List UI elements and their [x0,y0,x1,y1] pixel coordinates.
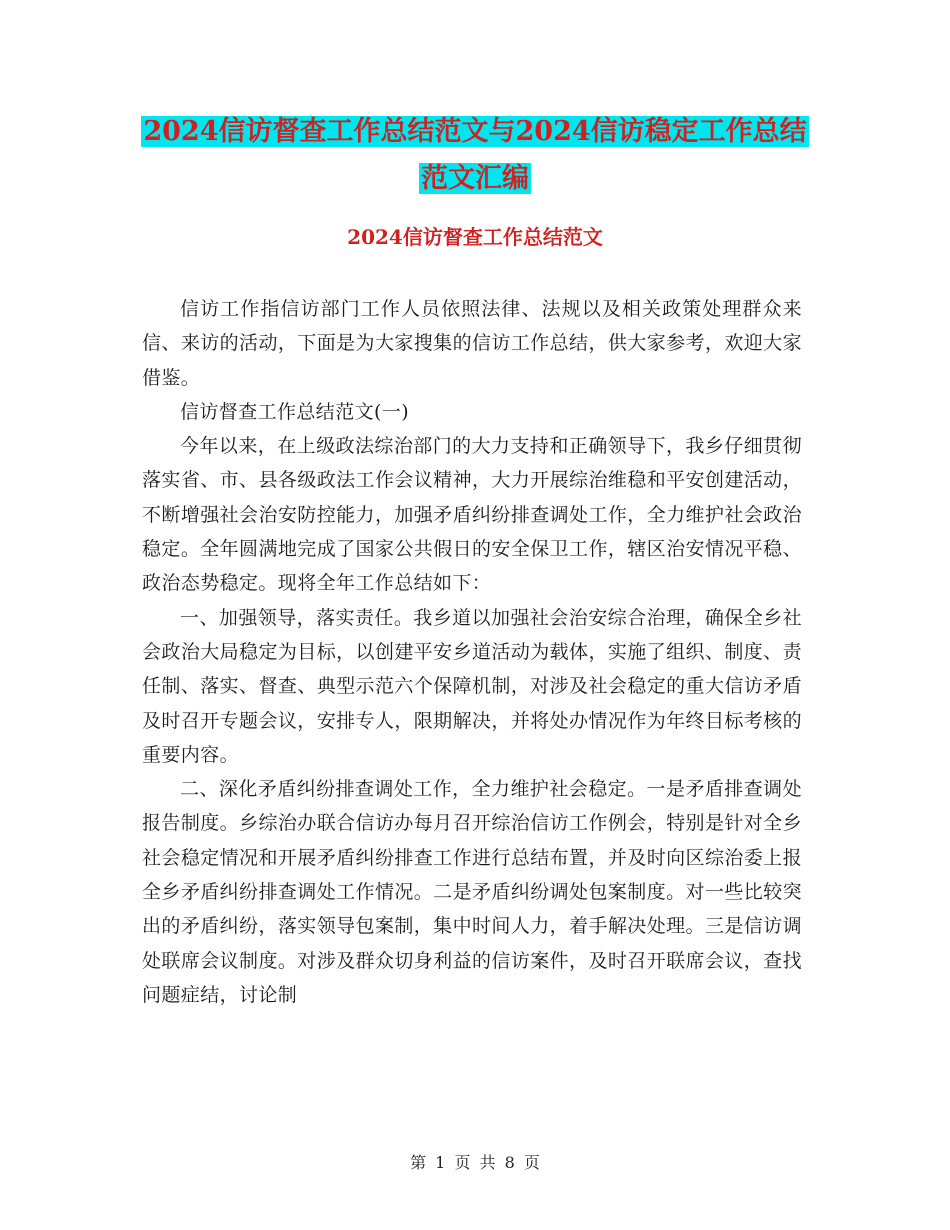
section-title: 2024信访督查工作总结范文 [347,225,603,249]
paragraph-subheading: 信访督查工作总结范文(一) [180,400,410,423]
page-footer: 第 1 页 共 8 页 [410,1153,540,1172]
document-title-line2: 范文汇编 [421,163,529,194]
document-body [142,292,802,1012]
document-title-line1: 2024信访督查工作总结范文与2024信访稳定工作总结 [143,116,807,147]
paragraph-intro: 信访工作指信访部门工作人员依照法律、法规以及相关政策处理群众来信、来访的活动，下面是为大家搜集的信访工作总结，供大家参考，欢迎大家借鉴。 [142,298,802,389]
paragraph-overview: 今年以来，在上级政法综治部门的大力支持和正确领导下，我乡仔细贯彻落实省、市、县各级政法工作会议精神，大力开展综治维稳和平安创建活动，不断增强社会治安防控能力，加强矛盾纠纷排查调处工作，全力维护社会政治稳定。全年圆满地完成了国家公共假日的安全保卫工作，辖区治安情况平稳、政治态势稳定。现将全年工作总结如下： [142,435,802,595]
paragraph-point-two: 二、深化矛盾纠纷排查调处工作，全力维护社会稳定。一是矛盾排查调处报告制度。乡综治办联合信访办每月召开综治信访工作例会，特别是针对全乡社会稳定情况和开展矛盾纠纷排查工作进行总结布置，并及时向区综治委上报全乡矛盾纠纷排查调处工作情况。二是矛盾纠纷调处包案制度。对一些比较突出的矛盾纠纷，落实领导包案制，集中时间人力，着手解决处理。三是信访调处联席会议制度。对涉及群众切身利益的信访案件，及时召开联席会议，查找问题症结，讨论制 [142,778,802,1006]
document-title [0,108,950,202]
paragraph-point-one: 一、加强领导，落实责任。我乡道以加强社会治安综合治理，确保全乡社会政治大局稳定为目标，以创建平安乡道活动为载体，实施了组织、制度、责任制、落实、督查、典型示范六个保障机制，对涉及社会稳定的重大信访矛盾及时召开专题会议，安排专人，限期解决，并将处办情况作为年终目标考核的重要内容。 [142,606,802,766]
